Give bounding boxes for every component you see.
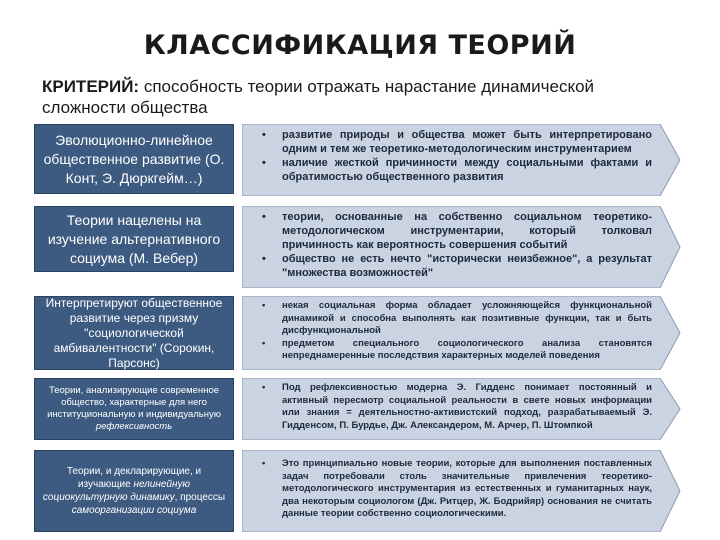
classification-row-3 (34, 296, 684, 370)
description-list (256, 210, 652, 286)
classification-row-5 (34, 450, 684, 532)
theory-box-text: Интерпретируют общественное развитие через призму "социологической амбивалентности" (Сорокин, Парсонс) (45, 295, 223, 370)
description-list (256, 300, 652, 368)
description-item: • Под рефлексивностью модерна Э. Гидденс понимает постоянный и активный пересмотр социальной реальности в свете новых информации или знания = деятельностно-активистский подход, разрабатываемый Э. Гидденсом, П. Бурдье, Дж. Александером, М. Арчер, П. Штомпкой (256, 382, 652, 432)
description-item: • теории, основанные на собственно социальном теоретико-методологическом инструментарии, который толковал причинность как вероятность совершения событий (256, 210, 652, 252)
theory-box-text: Эволюционно-линейное общественное развитие (О. Конт, Э. Дюркгейм…) (43, 131, 225, 186)
description-arrow (242, 378, 682, 440)
theory-box (34, 450, 234, 532)
criterion (42, 76, 662, 118)
classification-row-1 (34, 124, 684, 196)
description-item: • наличие жесткой причинности между социальными фактами и обратимостью общественного развития (256, 156, 652, 184)
theory-box-text: Теории нацелены на изучение альтернативного социума (М. Вебер) (47, 211, 221, 266)
theory-box (34, 124, 234, 194)
description-list (256, 382, 652, 438)
theory-box (34, 296, 234, 370)
criterion-text: способность теории отражать нарастание динамической сложности общества (42, 77, 595, 117)
description-item: • некая социальная форма обладает усложняющейся функциональной динамикой и способна выполнять как позитивные функции, так и быть дисфункциональной (256, 300, 652, 338)
criterion-label: КРИТЕРИЙ: (42, 77, 140, 96)
description-item: • предметом специального социологического анализа становятся непреднамеренные последствия характерных моделей поведения (256, 338, 652, 363)
description-arrow (242, 124, 682, 196)
description-list (256, 458, 652, 530)
theory-box (34, 206, 234, 272)
description-arrow (242, 206, 682, 288)
description-arrow (242, 450, 682, 532)
classification-row-2 (34, 206, 684, 288)
description-item: • Это принципиально новые теории, которые для выполнения поставленных задач потребовали столь значительные привлечения теоретико-методологического инструментария из естественных и гуманитарных наук, два некоторым социологом (Дж. Ритцер, Ж. Бодрийяр) основания не считать данные теории собственно социологическими. (256, 458, 652, 521)
theory-box (34, 378, 234, 440)
description-item: • развитие природы и общества может быть интерпретировано одним и тем же теоретико-методологическим инструментарием (256, 128, 652, 156)
classification-row-4 (34, 378, 684, 440)
page-title: КЛАССИФИКАЦИЯ ТЕОРИЙ (143, 30, 577, 61)
theory-box-text: Теории, и декларирующие, и изучающие нелинейную социокультурную динамику, процессы самоорганизации социума (42, 466, 226, 516)
theory-box-text: Теории, анализирующие современное общество, характерные для него институциональную и индивидуальную рефлексивность (47, 385, 221, 432)
description-arrow (242, 296, 682, 370)
description-item: • общество не есть нечто "исторически неизбежное", а результат "множества возможностей" (256, 252, 652, 280)
description-list (256, 128, 652, 194)
